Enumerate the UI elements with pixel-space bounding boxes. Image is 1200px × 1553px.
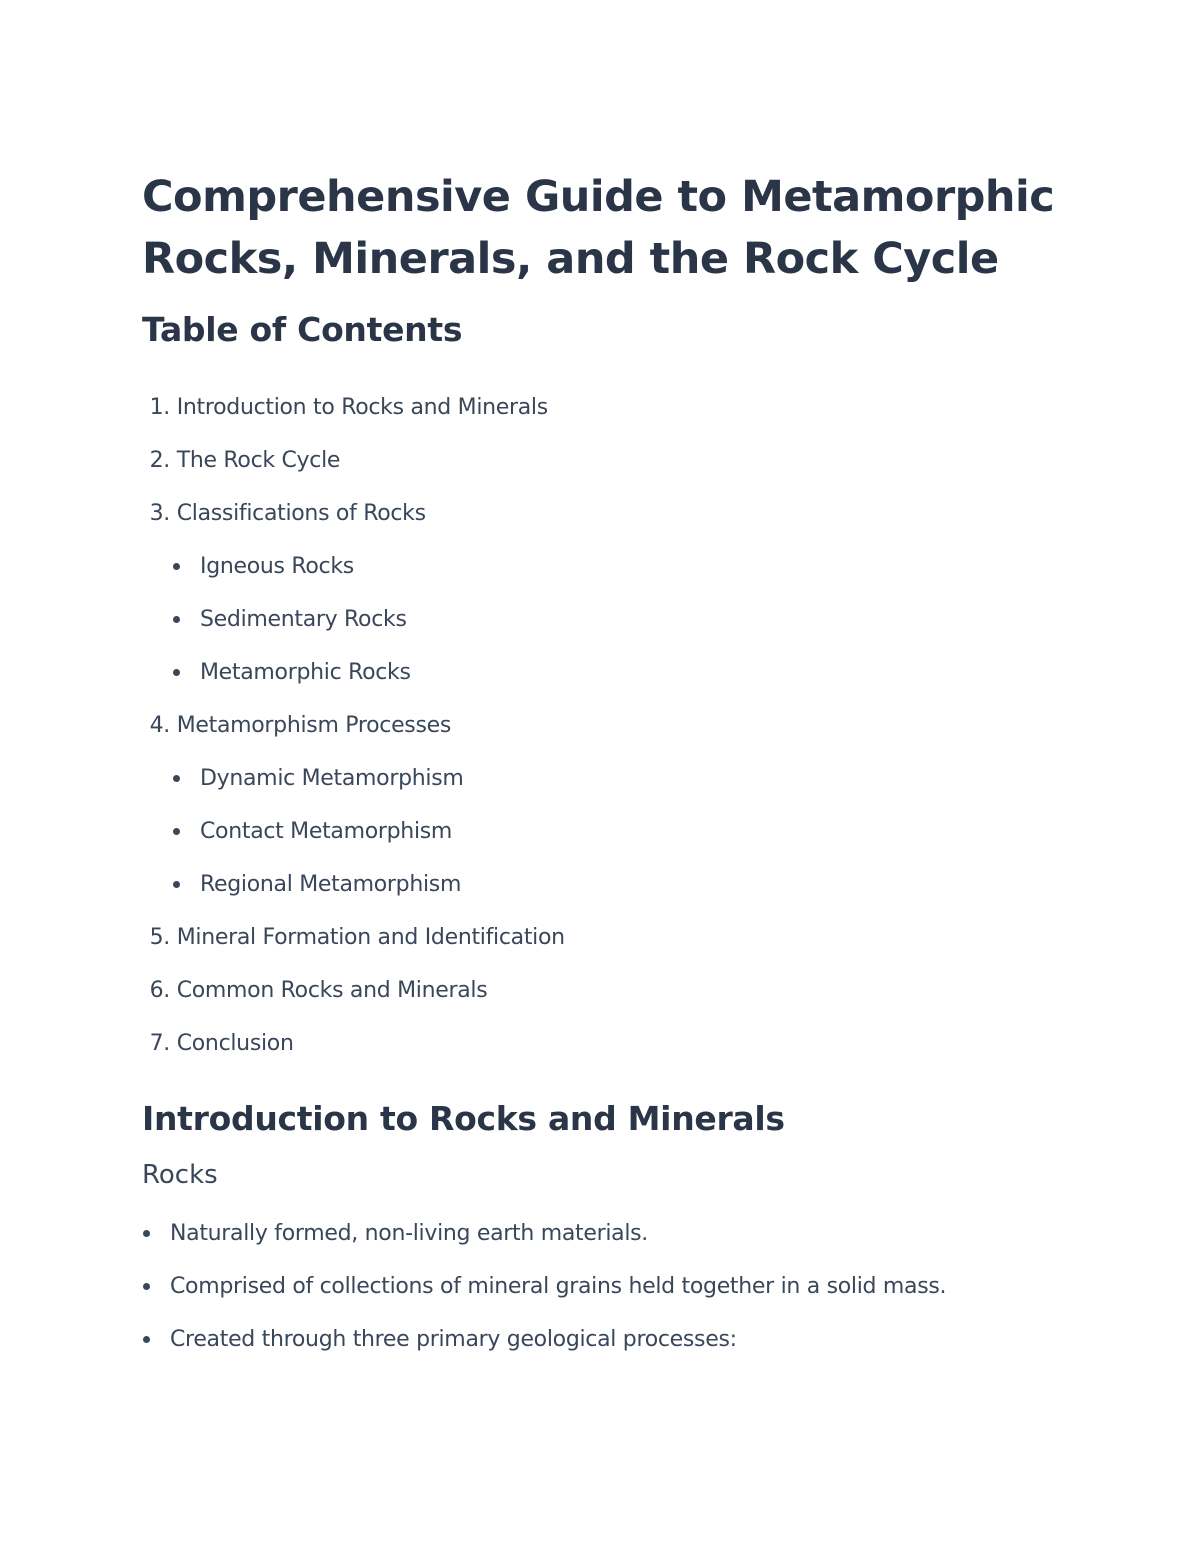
- toc-item-number: 7.: [149, 1031, 170, 1056]
- bullet-list: [142, 1207, 1102, 1366]
- toc-sublist: [142, 752, 1102, 911]
- toc-subitem: Igneous Rocks: [172, 540, 1102, 593]
- toc-item: [142, 964, 1102, 1017]
- list-item: Naturally formed, non-living earth materials.: [142, 1207, 1102, 1260]
- toc-heading: Table of Contents: [142, 310, 463, 349]
- toc-item-number: 4.: [149, 713, 170, 738]
- toc-subitem: Metamorphic Rocks: [172, 646, 1102, 699]
- toc-item: [142, 381, 1102, 434]
- list-item: Created through three primary geological processes:: [142, 1313, 1102, 1366]
- document-title: Comprehensive Guide to Metamorphic Rocks, Minerals, and the Rock Cycle: [142, 172, 1055, 284]
- toc-item-label: The Rock Cycle: [176, 448, 341, 473]
- toc-sublist: [142, 540, 1102, 699]
- toc-item-number: 6.: [149, 978, 170, 1003]
- toc-subitem: Regional Metamorphism: [172, 858, 1102, 911]
- section-subheading: Rocks: [142, 1160, 218, 1190]
- toc-item-label: Mineral Formation and Identification: [176, 925, 565, 950]
- toc-subitem: Contact Metamorphism: [172, 805, 1102, 858]
- toc-item-label: Common Rocks and Minerals: [176, 978, 488, 1003]
- toc-item-number: 2.: [149, 448, 170, 473]
- toc-item: [142, 911, 1102, 964]
- document-page: [142, 166, 1102, 1366]
- table-of-contents: [142, 381, 1102, 1070]
- toc-item-number: 1.: [149, 395, 170, 420]
- toc-item: [142, 487, 1102, 699]
- toc-item-label: Metamorphism Processes: [176, 713, 452, 738]
- toc-subitem: Dynamic Metamorphism: [172, 752, 1102, 805]
- toc-item-label: Introduction to Rocks and Minerals: [176, 395, 548, 420]
- toc-item-number: 3.: [149, 501, 170, 526]
- toc-subitem: Sedimentary Rocks: [172, 593, 1102, 646]
- toc-item-label: Classifications of Rocks: [176, 501, 426, 526]
- toc-item: [142, 699, 1102, 911]
- toc-item-number: 5.: [149, 925, 170, 950]
- section-heading: Introduction to Rocks and Minerals: [142, 1099, 785, 1138]
- toc-item-label: Conclusion: [176, 1031, 294, 1056]
- toc-item: [142, 434, 1102, 487]
- list-item: Comprised of collections of mineral grains held together in a solid mass.: [142, 1260, 1102, 1313]
- toc-item: [142, 1017, 1102, 1070]
